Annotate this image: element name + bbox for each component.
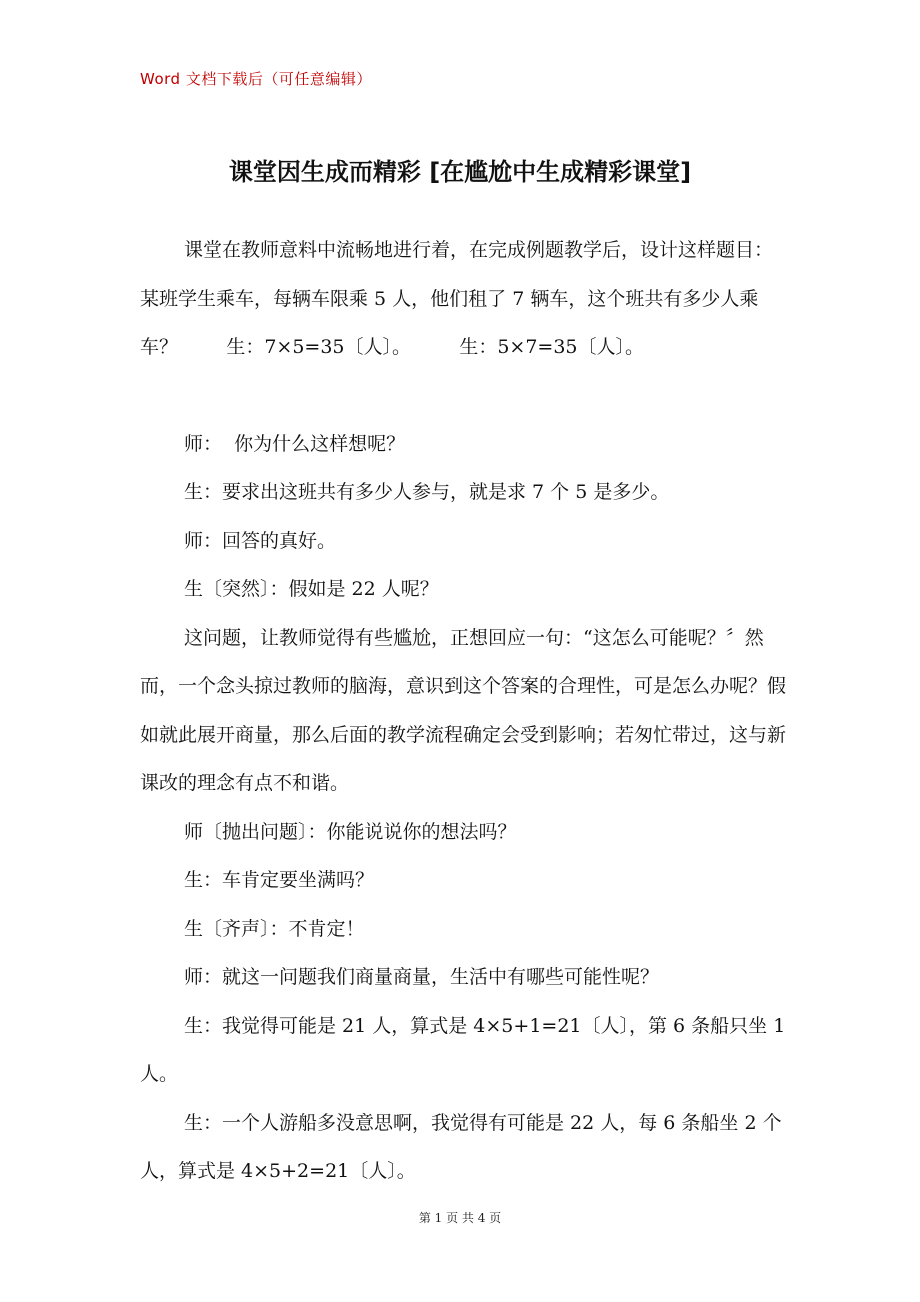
paragraph: 师：回答的真好。 [184, 529, 337, 552]
paragraph-gap [140, 372, 790, 420]
paragraph: 师〔抛出问题〕：你能说说你的想法吗？ [184, 820, 517, 843]
document-title: 课堂因生成而精彩 [在尴尬中生成精彩课堂] [228, 158, 692, 186]
paragraph: 生：我觉得可能是 21 人，算式是 4×5+1=21〔人〕，第 6 条船只坐 1 人。 [140, 1014, 792, 1085]
paragraph: 生：一个人游船多没意思啊，我觉得有可能是 22 人，每 6 条船坐 2 个人，算式是 4×5+2=21〔人〕。 [140, 1111, 782, 1182]
paragraph: 这问题，让教师觉得有些尴尬，正想回应一句：“这怎么可能呢？〞然而，一个念头掠过教师的脑海，意识到这个答案的合理性，可是怎么办呢？假如就此展开商量，那么后面的教学流程确定会受到影响；若匆忙带过，这与新课改的理念有点不和谐。 [140, 626, 787, 794]
intro-paragraph: 课堂在教师意料中流畅地进行着，在完成例题教学后，设计这样题目：某班学生乘车，每辆车限乘 5 人，他们租了 7 辆车，这个班共有多少人乘车？ 生：7×5=35〔人〕。 生：5×7=35〔人〕。 [140, 239, 774, 358]
paragraph: 生：要求出这班共有多少人参与，就是求 7 个 5 是多少。 [184, 481, 670, 503]
page-footer: 第 1 页 共 4 页 [418, 1211, 502, 1225]
paragraph: 师： 你为什么这样想呢？ [184, 432, 406, 455]
paragraph: 师：就这一问题我们商量商量，生活中有哪些可能性呢？ [184, 966, 660, 988]
download-note: Word 文档下载后（可任意编辑） [140, 70, 372, 88]
paragraph: 生〔突然〕：假如是 22 人呢？ [184, 578, 439, 600]
paragraph: 生：车肯定要坐满吗？ [184, 869, 375, 891]
document-body [140, 226, 790, 1196]
paragraph: 生〔齐声〕：不肯定！ [184, 917, 365, 940]
